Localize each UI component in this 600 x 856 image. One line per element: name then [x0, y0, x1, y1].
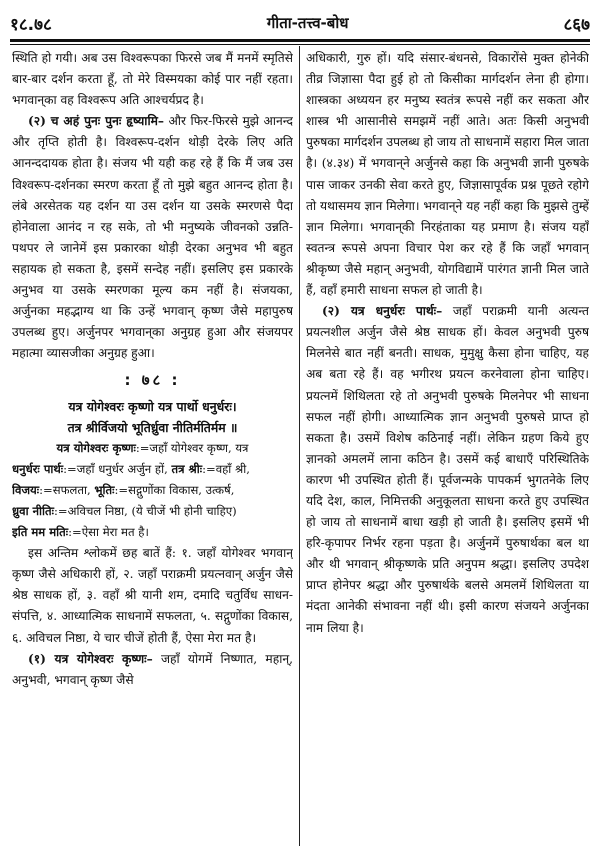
- right-column: [306, 48, 589, 848]
- gloss-3b-text: :=सद्गुणोंका विकास, उत्कर्ष,: [114, 482, 235, 497]
- verse-line-1: यत्र योगेश्वरः कृष्णो यत्र पार्थो धनुर्धरः।: [68, 398, 237, 414]
- left-column: [12, 48, 293, 848]
- gloss-2-word: धनुर्धरः पार्थः: [12, 461, 64, 476]
- gloss-3-word: विजयः: [12, 482, 40, 497]
- gloss-line-1: [12, 438, 293, 459]
- book-title: गीता-तत्त्व-बोध: [266, 14, 349, 32]
- gloss-1-word: यत्र योगेश्वरः कृष्णः: [56, 440, 136, 455]
- left-paragraph-3: इस अन्तिम श्लोकमें छह बातें हैं: १. जहाँ योगेश्वर भगवान् कृष्ण जैसे अधिकारी हों, २. जहाँ पराक्रमी प्रयत्नवान् अर्जुन जैसे श्रेष्ठ साधक हों, ३. वहाँ श्री यानी शम, दमादि चतुर्विध साधन-संपत्ति, ४. आध्यात्मिक साधनामें सफलता, ५. सद्गुणोंका विकास, ६. अविचल निष्ठा, ये चार चीजें होती हैं, ऐसा मेरा मत है।: [12, 546, 293, 645]
- gloss-line-5: [12, 522, 293, 543]
- left-paragraph-2: [12, 111, 293, 364]
- left-paragraph-1: स्थिति हो गयी। अब उस विश्वरूपका फिरसे जब मैं मनमें स्मृतिसे बार-बार दर्शन करता हूँ, तो मेरे विस्मयका कोई पार नहीं रहता। भगवान्‌का वह विश्वरूप अति आश्चर्यप्रद है।: [12, 51, 293, 108]
- gloss-2-text: :=जहाँ धनुर्धर अर्जुन हों,: [63, 461, 172, 476]
- gloss-line-2: [12, 459, 293, 480]
- word-gloss: [12, 438, 293, 543]
- running-header: [10, 10, 590, 36]
- gloss-5-text: :=ऐसा मेरा मत है।: [68, 525, 149, 540]
- gloss-3b-word: भूतिः: [94, 482, 115, 497]
- left-paragraph-4: [12, 649, 293, 691]
- right-paragraph-2: [306, 301, 589, 639]
- header-rule-thin: [10, 44, 590, 45]
- left-paragraph-2-lead: (२) च अहं पुनः पुनः हृष्यामि–: [28, 114, 165, 129]
- column-divider: [299, 46, 300, 846]
- gloss-2b-word: तत्र श्रीः: [171, 461, 203, 476]
- gloss-2b-text: :=वहाँ श्री,: [202, 461, 250, 476]
- page-number: ८६७: [563, 14, 590, 35]
- left-paragraph-2-text: और फिर-फिरसे मुझे आनन्द और तृप्ति होती है। विश्वरूप-दर्शन थोड़ी देरके लिए अति आनन्ददायक होता है। संजय भी यही कह रहे हैं कि मैं जब उस विश्वरूप-दर्शनका स्मरण करता हूँ तो मुझे बहुत आनन्द होता है। लंबे अरसेतक यह दर्शन या उस दर्शन या उसके स्मरणसे पैदा होनेवाला आनंद न रह सके, तो भी मनुष्यके जीवनको उन्नति-पथपर ले जानेमें इस प्रकारका थोड़ी देरका अनुभव भी बहुत सहायक हो सकता है, इसमें सन्देह नहीं। इसलिए इस प्रकारके अनुभव या उसके स्मरणका मूल्य कम नहीं है। संजयका, अर्जुनका महद्भाग्य था कि उन्हें भगवान् कृष्ण जैसे महापुरुष उपलब्ध हुए। अर्जुनपर भगवान्‌का अनुग्रह हुआ और संजयपर महात्मा व्यासजीका अनुग्रह हुआ।: [12, 114, 293, 361]
- gloss-line-4: [12, 501, 293, 522]
- header-rule-thick: [10, 39, 590, 42]
- right-paragraph-2-lead: (२) यत्र धनुर्धरः पार्थः–: [322, 304, 443, 319]
- verse-reference: १८.७८: [10, 14, 52, 35]
- gloss-5-word: इति मम मतिः: [12, 525, 69, 540]
- right-paragraph-1: अधिकारी, गुरु हों। यदि संसार-बंधनसे, विकारोंसे मुक्त होनेकी तीव्र जिज्ञासा पैदा हुई हो तो किसीका मार्गदर्शन लेना ही होगा। शास्त्रका अध्ययन हर मनुष्य स्वतंत्र रूपसे नहीं कर सकता और शास्त्र भी आसानीसे समझमें नहीं आते। अतः किसी अनुभवी पुरुषका मार्गदर्शन उपलब्ध हो जाय तो साधनामें सहारा मिल जाता है। (४.३४) में भगवान्‌ने अर्जुनसे कहा कि अनुभवी ज्ञानी पुरुषके पास जाकर उनकी सेवा करते हुए, जिज्ञासापूर्वक प्रश्न पूछते रहोगे तो यथासमय ज्ञान मिलेगा। भगवान्‌ने यह नहीं कहा कि मुझसे तुम्हें ज्ञान मिलेगा। भगवान्‌की निरहंताका यह प्रमाण है। संजय यहाँ स्वतन्त्र रूपसे अपना विचार पेश कर रहे हैं कि जहाँ भगवान् श्रीकृष्ण जैसे महान् अनुभवी, योगविद्यामें पारंगत ज्ञानी मिल जाते हैं, वहाँ हमारी साधना सफल हो जाती है।: [306, 51, 589, 298]
- gloss-1-text: :=जहाँ योगेश्वर कृष्ण, यत्र: [135, 440, 249, 455]
- gloss-line-3: [12, 480, 293, 501]
- section-heading: : ७८ :: [124, 371, 181, 390]
- left-paragraph-4-lead: (१) यत्र योगेश्वरः कृष्णः–: [28, 651, 153, 666]
- gloss-3-text: :=सफलता,: [39, 482, 95, 497]
- verse-line-2: तत्र श्रीर्विजयो भूतिर्ध्रुवा नीतिर्मतिर्मम ॥: [67, 419, 238, 435]
- gloss-4-text: :=अविचल निष्ठा, (ये चीजें भी होनी चाहिए): [54, 503, 237, 518]
- gloss-4-word: ध्रुवा नीतिः: [12, 503, 55, 518]
- left-paragraph-4-text: जहाँ योगमें निष्णात, महान्, अनुभवी, भगवान् कृष्ण जैसे: [12, 651, 293, 687]
- right-paragraph-2-text: जहाँ पराक्रमी यानी अत्यन्त प्रयत्नशील अर्जुन जैसे श्रेष्ठ साधक हों। केवल अनुभवी पुरुष मिलनेसे बात नहीं बनती। साधक, मुमुक्षु कैसा होना चाहिए, यह अब बता रहे हैं। वह भगीरथ प्रयत्न करनेवाला होना चाहिए। प्रयत्नमें शिथिलता रहे तो अनुभवी पुरुषके मिलनेपर भी साधना सफल नहीं होगी। आध्यात्मिक ज्ञान अनुभवी पुरुषसे प्राप्त हो सकता है। उसमें विशेष कठिनाई नहीं। लेकिन ग्रहण किये हुए ज्ञानको अमलमें लाना कठिन है। उसमें कई बाधाएँ परिस्थितिके कारण भी उपस्थित होती हैं। पूर्वजन्मके पापकर्म भुगतनेके लिए यदि देश, काल, निमित्तकी अनुकूलता साधना करते हुए उपस्थित हो जाय तो साधनामें बाधा खड़ी हो जाती है। इसलिए इसमें भी हरि-कृपापर निर्भर रहना पड़ता है। अर्जुनमें पुरुषार्थका बल था और थी भगवान् श्रीकृष्णके प्रति अनुपम श्रद्धा। इसलिए उपदेश प्राप्त होनेपर श्रद्धा और पुरुषार्थके बलसे अमलमें शिथिलता या मंदता आनेकी संभावना नहीं थी। इसी कारण संजयने अर्जुनका नाम लिया है।: [306, 304, 589, 635]
